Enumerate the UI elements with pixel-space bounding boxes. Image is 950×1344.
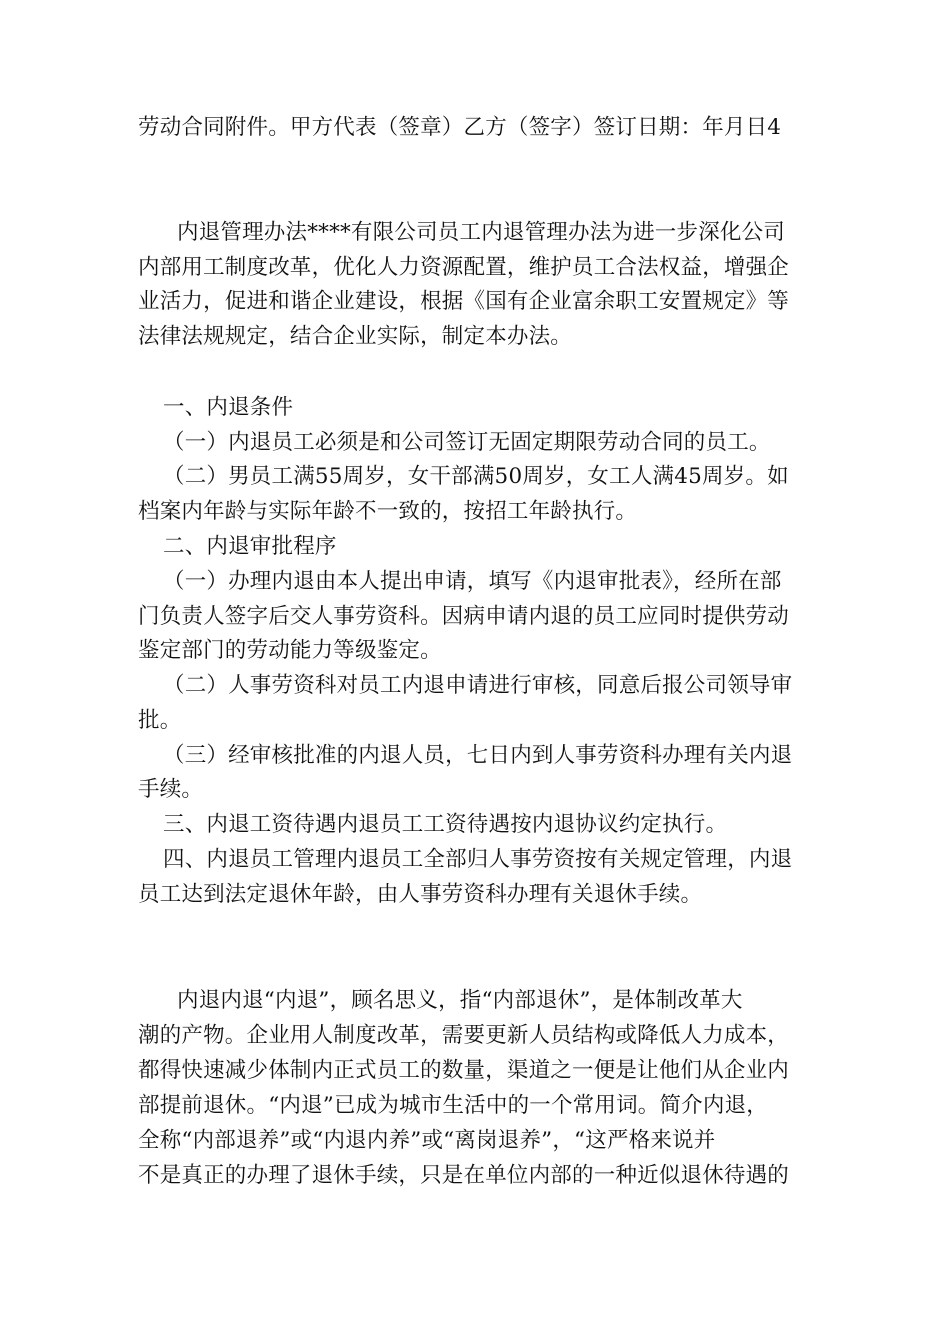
section-heading-3: 三、内退工资待遇内退员工工资待遇按内退协议约定执行。	[163, 812, 728, 837]
closing-line-2: 潮的产物。企业用人制度改革，需要更新人员结构或降低人力成本，	[138, 1023, 790, 1048]
closing-line-5: 全称“内部退养”或“内退内养”或“离岗退养”，“这严格来说并	[138, 1128, 716, 1153]
section-line-2-2-cont: 批。	[138, 708, 182, 733]
section-heading-2: 二、内退审批程序	[163, 534, 337, 559]
intro-line-3: 业活力，促进和谐企业建设，根据《国有企业富余职工安置规定》等	[138, 289, 790, 314]
intro-line-4: 法律法规规定，结合企业实际，制定本办法。	[138, 324, 573, 349]
intro-line-1: 内退管理办法****有限公司员工内退管理办法为进一步深化公司	[177, 220, 786, 245]
closing-line-4: 部提前退休。“内退”已成为城市生活中的一个常用词。简介内退，	[138, 1093, 768, 1118]
section-line-2-3: （三）经审核批准的内退人员，七日内到人事劳资科办理有关内退	[163, 743, 793, 768]
section-line-2-1-cont-b: 鉴定部门的劳动能力等级鉴定。	[138, 638, 442, 663]
intro-line-2: 内部用工制度改革，优化人力资源配置，维护员工合法权益，增强企	[138, 255, 790, 280]
section-line-1-1: （一）内退员工必须是和公司签订无固定期限劳动合同的员工。	[163, 430, 771, 455]
section-line-1-2-cont: 档案内年龄与实际年龄不一致的，按招工年龄执行。	[138, 499, 638, 524]
section-line-1-2: （二）男员工满55周岁，女干部满50周岁，女工人满45周岁。如	[163, 464, 789, 489]
section-heading-1: 一、内退条件	[163, 395, 294, 420]
closing-line-6: 不是真正的办理了退休手续，只是在单位内部的一种近似退休待遇的	[138, 1163, 790, 1188]
section-heading-4: 四、内退员工管理内退员工全部归人事劳资按有关规定管理，内退	[163, 847, 793, 872]
header-line: 劳动合同附件。甲方代表（签章）乙方（签字）签订日期：年月日4	[138, 115, 782, 140]
section-line-2-1-cont-a: 门负责人签字后交人事劳资科。因病申请内退的员工应同时提供劳动	[138, 604, 790, 629]
closing-line-1: 内退内退“内退”，顾名思义，指“内部退休”，是体制改革大	[177, 988, 743, 1013]
closing-line-3: 都得快速减少体制内正式员工的数量，渠道之一便是让他们从企业内	[138, 1058, 790, 1083]
section-line-2-2: （二）人事劳资科对员工内退申请进行审核，同意后报公司领导审	[163, 673, 793, 698]
section-line-2-1: （一）办理内退由本人提出申请，填写《内退审批表》，经所在部	[163, 569, 782, 594]
section-line-2-3-cont: 手续。	[138, 777, 204, 802]
section-line-4-cont: 员工达到法定退休年龄，由人事劳资科办理有关退休手续。	[138, 882, 703, 907]
